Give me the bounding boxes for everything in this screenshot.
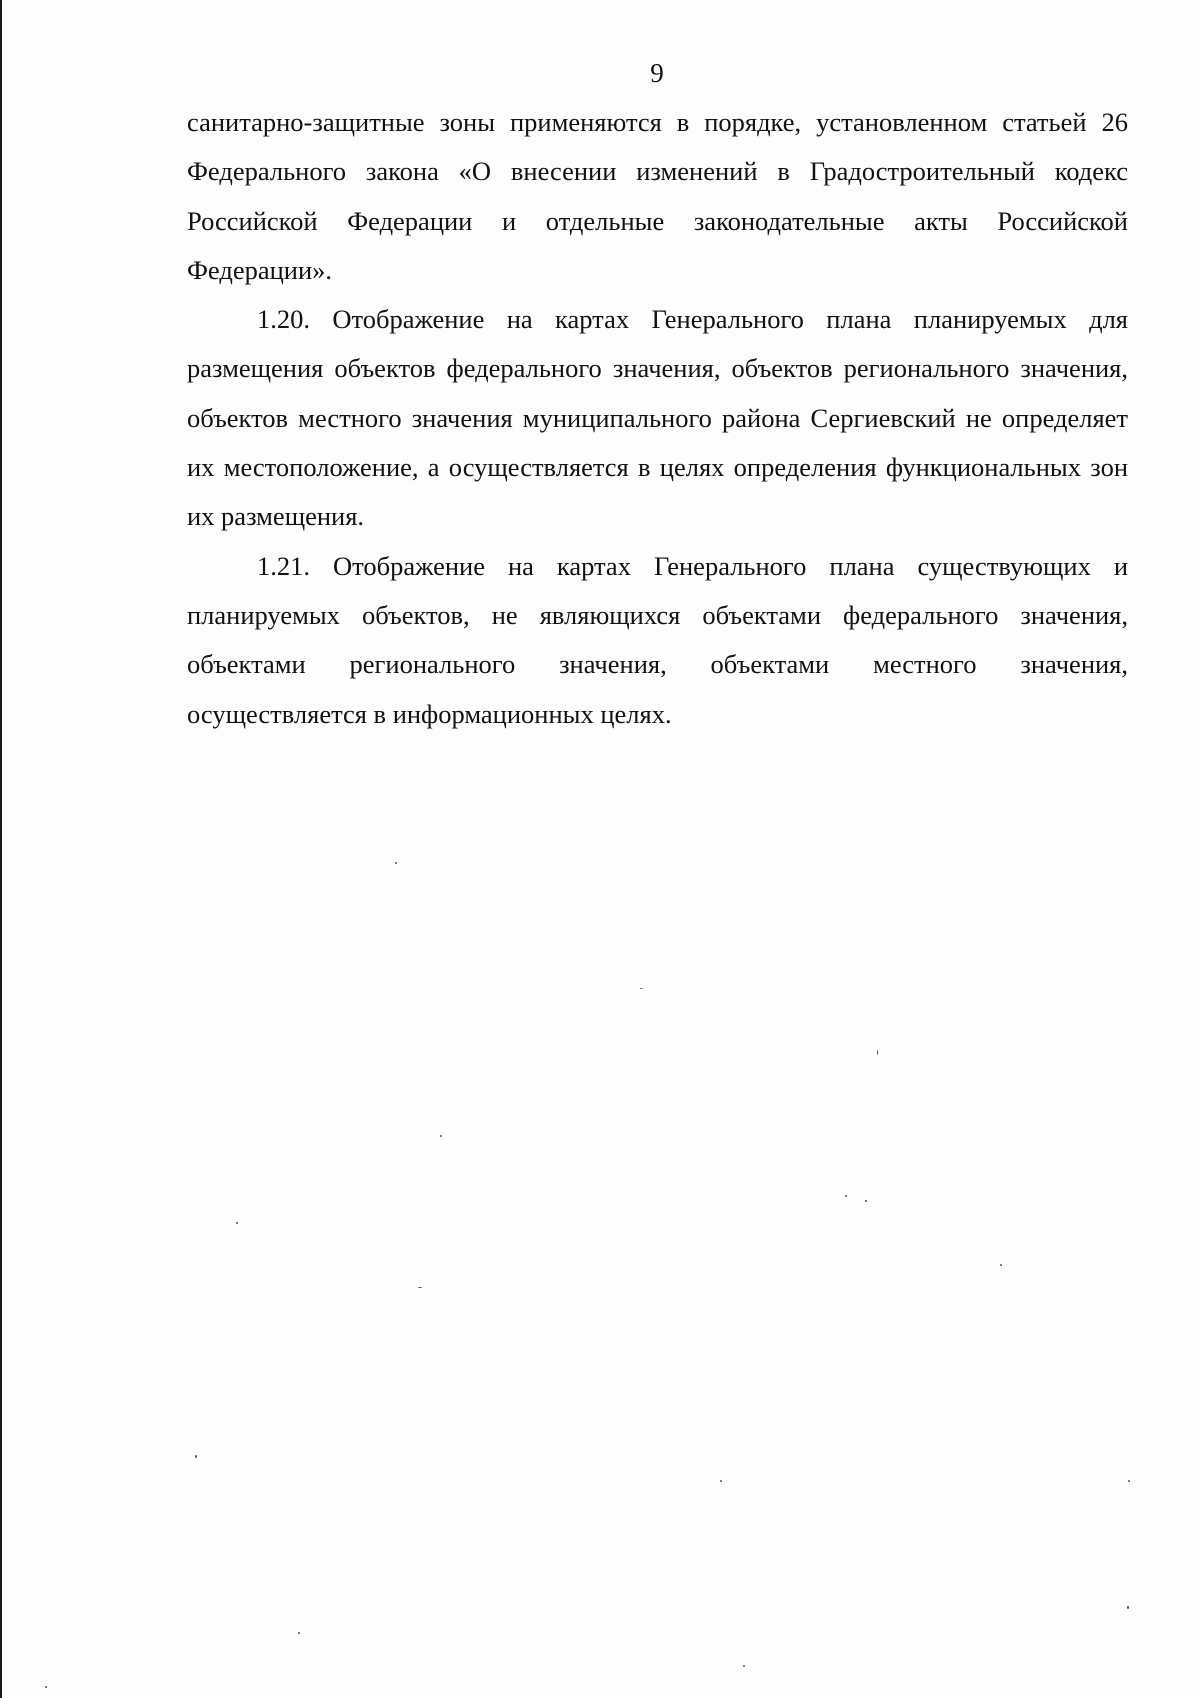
scan-speck [236, 1222, 238, 1224]
scan-speck [440, 1135, 442, 1137]
scan-speck [865, 1200, 867, 1202]
scan-speck [45, 1686, 47, 1688]
scan-speck [195, 1455, 197, 1458]
scan-speck [1128, 1480, 1130, 1482]
scan-speck [877, 1050, 878, 1055]
scan-speck [845, 1195, 847, 1197]
scan-speck [743, 1665, 745, 1667]
scan-speck [1000, 1264, 1002, 1266]
scan-speck [1127, 1606, 1129, 1609]
paragraph-1-20: 1.20. Отображение на картах Генерального плана планируемых для размещения объектов федерального значения, объектов регионального значения, объектов местного значения муниципального района Сергиевский не определяет их местоположение, а осуществляется в целях определения функциональных зон их размещения. [187, 304, 1128, 532]
scan-speck [395, 862, 397, 864]
scan-speck [720, 1480, 722, 1482]
scan-speck [418, 1287, 422, 1288]
scan-speck [640, 988, 643, 989]
paragraph-1-21: 1.21. Отображение на картах Генерального плана существующих и планируемых объектов, не являющихся объектами федерального значения, объектами регионального значения, объектами местного значения, осуществляется в информационных целях. [187, 550, 1128, 729]
page-number: 9 [650, 58, 664, 88]
scan-edge [0, 0, 2, 1698]
scan-speck [298, 1632, 300, 1634]
paragraph-continuation: санитарно-защитные зоны применяются в порядке, установленном статьей 26 Федерального закона «О внесении изменений в Градостроительный кодекс Российской Федерации и отдельные законодательные акты Российской Федерации». [187, 107, 1128, 285]
document-body [187, 98, 1128, 739]
